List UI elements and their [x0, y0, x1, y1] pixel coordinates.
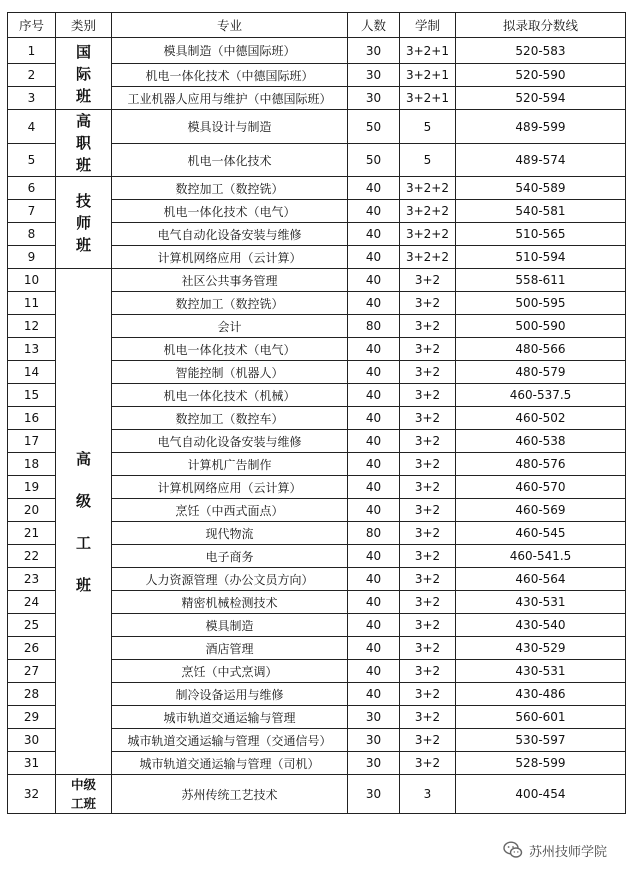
category-gaoji: 高 级 工 班 [56, 269, 112, 775]
program-length: 3+2 [400, 568, 456, 591]
enrollment-count: 40 [348, 246, 400, 269]
program-length: 3+2 [400, 269, 456, 292]
row-number: 8 [8, 223, 56, 246]
row-number: 7 [8, 200, 56, 223]
major-name: 工业机器人应用与维护（中德国际班） [112, 87, 348, 110]
row-number: 28 [8, 683, 56, 706]
enrollment-count: 30 [348, 706, 400, 729]
program-length: 3+2 [400, 591, 456, 614]
category-gaozhi: 高 职 班 [56, 110, 112, 177]
header-count: 人数 [348, 13, 400, 38]
category-intl: 国 际 班 [56, 38, 112, 110]
score-range: 460-502 [456, 407, 626, 430]
major-name: 精密机械检测技术 [112, 591, 348, 614]
row-number: 20 [8, 499, 56, 522]
major-name: 酒店管理 [112, 637, 348, 660]
program-length: 3+2 [400, 499, 456, 522]
program-length: 3+2+1 [400, 64, 456, 87]
row-number: 14 [8, 361, 56, 384]
enrollment-count: 50 [348, 110, 400, 144]
header-years: 学制 [400, 13, 456, 38]
program-length: 3+2+2 [400, 246, 456, 269]
header-major: 专业 [112, 13, 348, 38]
score-range: 510-565 [456, 223, 626, 246]
major-name: 制冷设备运用与维修 [112, 683, 348, 706]
table-row [8, 110, 626, 144]
row-number: 15 [8, 384, 56, 407]
score-range: 540-589 [456, 177, 626, 200]
enrollment-count: 50 [348, 144, 400, 177]
row-number: 6 [8, 177, 56, 200]
row-number: 16 [8, 407, 56, 430]
table-row [8, 775, 626, 814]
major-name: 现代物流 [112, 522, 348, 545]
watermark-text: 苏州技师学院 [529, 844, 608, 860]
row-number: 3 [8, 87, 56, 110]
enrollment-count: 40 [348, 200, 400, 223]
score-range: 480-579 [456, 361, 626, 384]
major-name: 人力资源管理（办公文员方向） [112, 568, 348, 591]
major-name: 烹饪（中西式面点） [112, 499, 348, 522]
row-number: 32 [8, 775, 56, 814]
major-name: 城市轨道交通运输与管理（交通信号） [112, 729, 348, 752]
major-name: 社区公共事务管理 [112, 269, 348, 292]
enrollment-count: 40 [348, 292, 400, 315]
program-length: 3+2+1 [400, 87, 456, 110]
major-name: 机电一体化技术 [112, 144, 348, 177]
watermark [503, 840, 607, 860]
major-name: 电子商务 [112, 545, 348, 568]
major-name: 电气自动化设备安装与维修 [112, 223, 348, 246]
program-length: 3+2 [400, 338, 456, 361]
enrollment-count: 40 [348, 568, 400, 591]
score-range: 430-529 [456, 637, 626, 660]
enrollment-count: 40 [348, 407, 400, 430]
row-number: 13 [8, 338, 56, 361]
score-range: 558-611 [456, 269, 626, 292]
major-name: 计算机网络应用（云计算） [112, 476, 348, 499]
enrollment-count: 40 [348, 453, 400, 476]
score-range: 480-566 [456, 338, 626, 361]
program-length: 3+2+2 [400, 200, 456, 223]
program-length: 3+2 [400, 637, 456, 660]
program-length: 3+2 [400, 522, 456, 545]
program-length: 3+2 [400, 660, 456, 683]
major-name: 数控加工（数控铣） [112, 292, 348, 315]
enrollment-count: 40 [348, 269, 400, 292]
row-number: 21 [8, 522, 56, 545]
score-range: 489-599 [456, 110, 626, 144]
enrollment-count: 30 [348, 87, 400, 110]
major-name: 数控加工（数控铣） [112, 177, 348, 200]
header-category: 类别 [56, 13, 112, 38]
row-number: 24 [8, 591, 56, 614]
enrollment-count: 40 [348, 223, 400, 246]
score-range: 460-545 [456, 522, 626, 545]
major-name: 计算机网络应用（云计算） [112, 246, 348, 269]
enrollment-count: 40 [348, 338, 400, 361]
program-length: 3+2+1 [400, 38, 456, 64]
row-number: 31 [8, 752, 56, 775]
program-length: 5 [400, 110, 456, 144]
major-name: 城市轨道交通运输与管理 [112, 706, 348, 729]
enrollment-count: 40 [348, 384, 400, 407]
program-length: 3+2 [400, 706, 456, 729]
enrollment-count: 80 [348, 522, 400, 545]
score-range: 520-583 [456, 38, 626, 64]
row-number: 26 [8, 637, 56, 660]
program-length: 3 [400, 775, 456, 814]
program-length: 3+2 [400, 545, 456, 568]
enrollment-count: 40 [348, 499, 400, 522]
program-length: 3+2 [400, 476, 456, 499]
table-row [8, 269, 626, 292]
enrollment-count: 30 [348, 64, 400, 87]
score-range: 460-570 [456, 476, 626, 499]
program-length: 3+2 [400, 315, 456, 338]
major-name: 模具制造（中德国际班） [112, 38, 348, 64]
major-name: 电气自动化设备安装与维修 [112, 430, 348, 453]
score-range: 510-594 [456, 246, 626, 269]
row-number: 10 [8, 269, 56, 292]
score-range: 400-454 [456, 775, 626, 814]
score-range: 430-540 [456, 614, 626, 637]
enrollment-count: 40 [348, 683, 400, 706]
major-name: 机电一体化技术（中德国际班） [112, 64, 348, 87]
program-length: 3+2 [400, 407, 456, 430]
enrollment-count: 40 [348, 637, 400, 660]
header-no: 序号 [8, 13, 56, 38]
category-zhongji: 中级 工班 [56, 775, 112, 814]
score-range: 460-541.5 [456, 545, 626, 568]
score-range: 500-590 [456, 315, 626, 338]
row-number: 17 [8, 430, 56, 453]
enrollment-count: 40 [348, 545, 400, 568]
table-row [8, 38, 626, 64]
major-name: 会计 [112, 315, 348, 338]
program-length: 3+2+2 [400, 177, 456, 200]
major-name: 智能控制（机器人） [112, 361, 348, 384]
row-number: 1 [8, 38, 56, 64]
score-range: 530-597 [456, 729, 626, 752]
header-row [8, 13, 626, 38]
program-length: 3+2 [400, 614, 456, 637]
row-number: 23 [8, 568, 56, 591]
enrollment-count: 40 [348, 476, 400, 499]
table-row [8, 177, 626, 200]
score-range: 430-486 [456, 683, 626, 706]
row-number: 22 [8, 545, 56, 568]
wechat-icon [503, 840, 523, 860]
row-number: 25 [8, 614, 56, 637]
major-name: 机电一体化技术（电气） [112, 338, 348, 361]
row-number: 5 [8, 144, 56, 177]
major-name: 城市轨道交通运输与管理（司机） [112, 752, 348, 775]
enrollment-count: 80 [348, 315, 400, 338]
major-name: 机电一体化技术（机械） [112, 384, 348, 407]
row-number: 18 [8, 453, 56, 476]
program-length: 3+2 [400, 752, 456, 775]
score-range: 480-576 [456, 453, 626, 476]
score-range: 528-599 [456, 752, 626, 775]
score-range: 489-574 [456, 144, 626, 177]
major-name: 数控加工（数控车） [112, 407, 348, 430]
program-length: 3+2+2 [400, 223, 456, 246]
enrollment-count: 40 [348, 660, 400, 683]
program-length: 3+2 [400, 430, 456, 453]
row-number: 4 [8, 110, 56, 144]
row-number: 27 [8, 660, 56, 683]
score-range: 540-581 [456, 200, 626, 223]
row-number: 12 [8, 315, 56, 338]
row-number: 2 [8, 64, 56, 87]
enrollment-count: 40 [348, 177, 400, 200]
score-range: 520-594 [456, 87, 626, 110]
score-range: 460-569 [456, 499, 626, 522]
score-range: 460-564 [456, 568, 626, 591]
enrollment-count: 30 [348, 729, 400, 752]
admission-score-table [7, 12, 626, 814]
enrollment-count: 40 [348, 430, 400, 453]
row-number: 29 [8, 706, 56, 729]
score-range: 520-590 [456, 64, 626, 87]
major-name: 苏州传统工艺技术 [112, 775, 348, 814]
program-length: 3+2 [400, 729, 456, 752]
score-range: 460-538 [456, 430, 626, 453]
major-name: 模具设计与制造 [112, 110, 348, 144]
category-jishi: 技 师 班 [56, 177, 112, 269]
program-length: 5 [400, 144, 456, 177]
score-range: 430-531 [456, 660, 626, 683]
enrollment-count: 30 [348, 38, 400, 64]
enrollment-count: 40 [348, 614, 400, 637]
score-range: 430-531 [456, 591, 626, 614]
program-length: 3+2 [400, 683, 456, 706]
row-number: 19 [8, 476, 56, 499]
row-number: 30 [8, 729, 56, 752]
program-length: 3+2 [400, 453, 456, 476]
header-score: 拟录取分数线 [456, 13, 626, 38]
major-name: 机电一体化技术（电气） [112, 200, 348, 223]
enrollment-count: 40 [348, 361, 400, 384]
enrollment-count: 40 [348, 591, 400, 614]
major-name: 计算机广告制作 [112, 453, 348, 476]
major-name: 模具制造 [112, 614, 348, 637]
score-range: 500-595 [456, 292, 626, 315]
score-range: 560-601 [456, 706, 626, 729]
major-name: 烹饪（中式烹调） [112, 660, 348, 683]
row-number: 9 [8, 246, 56, 269]
score-range: 460-537.5 [456, 384, 626, 407]
program-length: 3+2 [400, 361, 456, 384]
enrollment-count: 30 [348, 752, 400, 775]
row-number: 11 [8, 292, 56, 315]
enrollment-count: 30 [348, 775, 400, 814]
program-length: 3+2 [400, 384, 456, 407]
program-length: 3+2 [400, 292, 456, 315]
